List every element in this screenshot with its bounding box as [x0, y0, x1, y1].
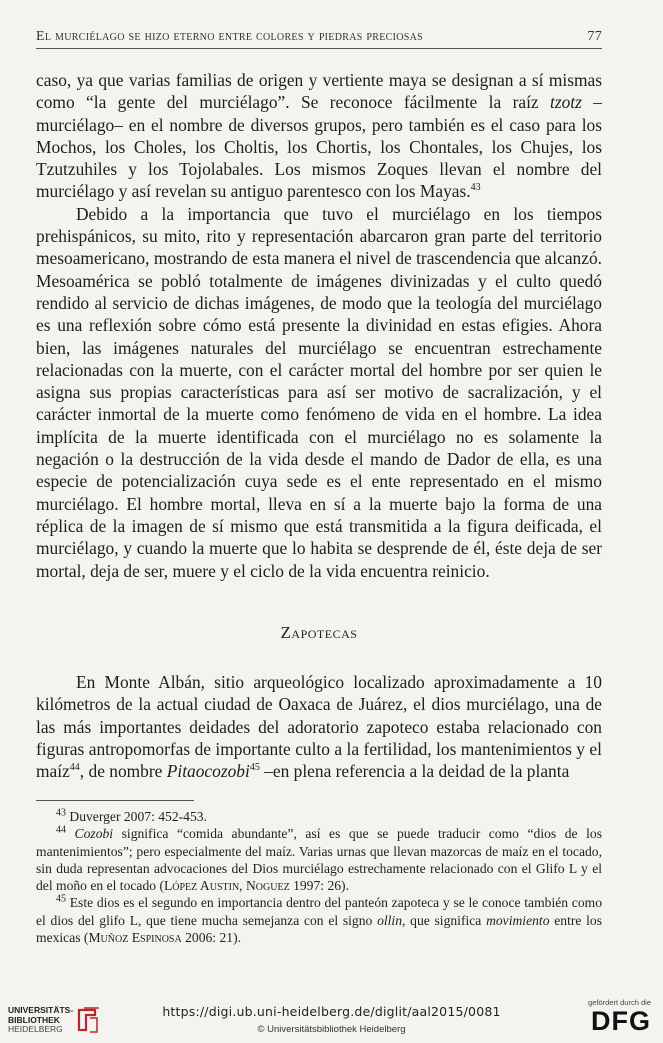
- text-run: En Monte Albán, sitio arqueológico localizado aproximadamente a 10 kilómetros de la actual ciudad de Oaxaca de Juárez, el dios murciélago, una de las más importantes deidades del adoratorio zapoteco estaba relacionado con figuras antropomorfas de importante culto a la fertilidad, los mantenimientos y el maíz: [36, 672, 602, 782]
- section-heading: Zapotecas: [280, 623, 358, 642]
- footnotes: [36, 808, 602, 946]
- italic-term: ollin: [377, 912, 403, 928]
- text-run: , de nombre: [79, 761, 167, 782]
- footnote-text: Duverger 2007: 452-453.: [66, 809, 207, 824]
- footnote-number: 45: [56, 893, 66, 905]
- italic-term: tzotz: [550, 92, 582, 113]
- running-head-title: El murciélago se hizo eterno entre colores y piedras preciosas: [36, 29, 423, 44]
- permalink-url[interactable]: https://digi.ub.uni-heidelberg.de/diglit/aal2015/0081: [162, 1004, 501, 1019]
- text-run: –en plena referencia a la deidad de la planta: [259, 761, 570, 782]
- italic-term: Cozobi: [74, 826, 114, 842]
- main-text: [36, 69, 602, 582]
- dfg-wordmark: DFG: [591, 1006, 651, 1036]
- italic-term: Pitaocozobi: [166, 761, 250, 782]
- footnote-number: 44: [56, 824, 66, 836]
- copyright-note: © Universitätsbibliothek Heidelberg: [257, 1024, 406, 1035]
- text-run: –murciélago– en el nombre de diversos grupos, pero también es el caso para los Mochos, los Choles, los Choltis, los Chortis, los Chontales, los Chujes, los Tzutzuhiles y los Tojolabales. Los mismos Zoques llevan el nombre del murciélago y así revelan su antiguo parentesco con los Mayas.: [36, 92, 602, 202]
- footnote-text: Este dios es el segundo en importancia dentro del panteón zapoteca y se le conoce también como el dios del glifo L, que tiene mucha semejanza con el signo: [36, 895, 602, 928]
- main-text-continued: [36, 671, 602, 782]
- dfg-logo[interactable]: [588, 998, 651, 1035]
- paragraph-1: [36, 69, 602, 203]
- footnote-text: , que significa: [402, 912, 487, 928]
- footnote-ref-45[interactable]: 45: [249, 762, 260, 774]
- header-rule: [36, 48, 602, 49]
- library-name-line: BIBLIOTHEK: [8, 1014, 60, 1025]
- library-name-line: UNIVERSITÄTS-: [8, 1005, 74, 1015]
- footnote-text: entre los mexicas (: [36, 912, 603, 946]
- footnote-44: [36, 825, 602, 894]
- citation-authors: Muñoz Espinosa: [88, 930, 182, 946]
- footnote-ref-44[interactable]: 44: [69, 762, 80, 774]
- citation-authors: López Austin, Noguez: [163, 878, 290, 894]
- page-number: 77: [587, 29, 602, 44]
- digitization-footer: [0, 996, 663, 1043]
- funding-label: gefördert durch die: [588, 998, 651, 1007]
- library-name-line: HEIDELBERG: [8, 1024, 63, 1034]
- footnote-text: 2006: 21).: [181, 930, 241, 946]
- footnote-45: [36, 894, 602, 946]
- footnote-text: 1997: 26).: [289, 878, 349, 894]
- footnote-43: [36, 808, 602, 825]
- paragraph-2: Debido a la importancia que tuvo el murciélago en los tiempos prehispánicos, su mito, rito y representación abarcaron gran parte del territorio mesoamericano, mostrando de esta manera el nivel de trascendencia que alcanzó. Mesoamérica se pobló totalmente de imágenes divinizadas y el culto quedó rendido al servicio de dichas imágenes, de modo que la teología del murciélago es una reflexión sobre cómo está presente la divinidad en estas efigies. Ahora bien, las imágenes naturales del murciélago se encuentran estrechamente relacionadas con la muerte, con el carácter mortal del hombre por ser quien le asigna sus propias características para así ser motivo de sacralización, y el carácter inmortal de la muerte como fenómeno de vida en el hombre. La idea implícita de la muerte identificada con el murciélago no es solamente la negación o la destrucción de la vida desde el mando de Dador de ella, es una especie de potencialización cuya sede es el ente representado en el mismo murciélago. El hombre mortal, lleva en sí a la muerte bajo la forma de una réplica de la imagen de sí mismo que está transmitida a la figura deificada, el murciélago, y cuando la muerte que lo habita se desprende de él, éste deja de ser mortal, deja de ser, muere y el ciclo de la vida encuentra reinicio.: [36, 203, 602, 581]
- footnote-rule: [36, 800, 194, 801]
- footnote-number: 43: [56, 807, 66, 819]
- running-head: [36, 29, 602, 45]
- footnote-ref-43[interactable]: 43: [470, 182, 481, 194]
- paragraph-3: [36, 671, 602, 782]
- footnote-text: significa “comida abundante”, así es que se puede traducir como “dios de los mantenimientos”; pero especialmente del maíz. Varias urnas que llevan mazorcas de maíz en el tocado, sin duda representan advocaciones del Dios murciélago estrechamente relacionado con el Glifo L y el del moño en el tocado (: [36, 826, 602, 894]
- text-run: caso, ya que varias familias de origen y vertiente maya se designan a sí mismas como “la gente del murciélago”. Se reconoce fácilmente la raíz: [36, 70, 602, 113]
- italic-term: movimiento: [486, 912, 550, 928]
